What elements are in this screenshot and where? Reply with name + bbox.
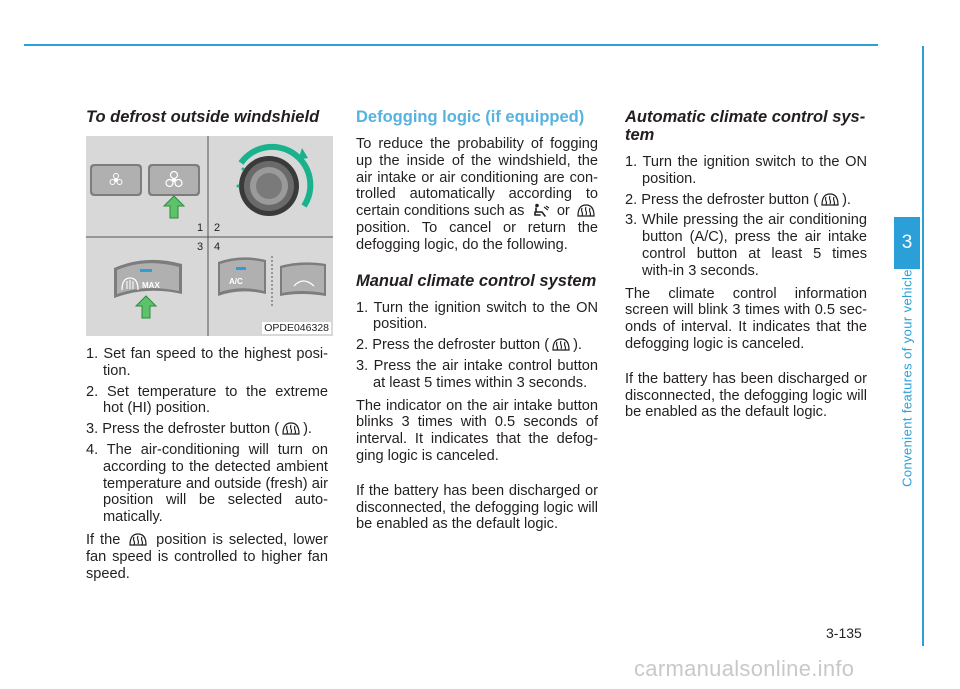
defrost-steps: [86, 346, 328, 526]
defrost-step-3: 3. Press the defroster button ( ).: [86, 421, 312, 438]
ac-button: [218, 257, 266, 296]
defogging-intro: To reduce the probability of fogging up the inside of the windshield, the air intake or air conditioning are con-trolled automatically according to certain conditions such as or position. To cancel or return the defogging logic, do the following.: [356, 136, 598, 253]
automatic-step-1: 1. Turn the ignition switch to the ON position.: [625, 154, 867, 187]
chapter-title: Convenient features of your vehicle: [899, 269, 915, 487]
defrost-step-4: 4. The air-conditioning will turn on according to the detected ambient temperature and outside (fresh) air position will be selected auto-matically.: [86, 441, 328, 526]
automatic-climate-heading: Automatic climate control sys-tem: [625, 108, 866, 144]
climate-control-figure: [86, 136, 333, 336]
figure-label-1: 1: [197, 222, 204, 234]
defrost-note: If the position is selected, lower fan speed is controlled to higher fan speed.: [86, 531, 329, 582]
watermark: carmanualsonline.info: [634, 656, 855, 681]
chapter-tab: 3: [894, 217, 920, 269]
figure-label-3: 3: [197, 241, 204, 253]
manual-step-2: 2. Press the defroster button ( ).: [356, 337, 582, 354]
defog-footwell-icon: [531, 203, 551, 218]
max-label: MAX: [142, 281, 160, 290]
defrost-front-icon: [128, 532, 148, 547]
figure-code: OPDE046328: [264, 322, 329, 334]
figure-label-4: 4: [214, 241, 221, 253]
defrost-front-icon: [551, 337, 571, 352]
manual-step-3: 3. Press the air intake control button at least 5 times within 3 seconds.: [356, 357, 598, 391]
figure-label-2: 2: [214, 222, 221, 234]
column-defogging-logic: [356, 108, 598, 539]
automatic-steps: [625, 154, 867, 280]
automatic-para-1: The climate control information screen will blink 3 times with 0.5 sec-onds of interval. It indicates that the defogging logic is canceled.: [625, 285, 867, 352]
climate-buttons-illustration: [86, 136, 333, 336]
page-number: 3-135: [826, 625, 862, 641]
defogging-logic-heading: Defogging logic (if equipped): [356, 108, 585, 126]
top-rule: [24, 44, 878, 46]
column-defrost: [86, 108, 328, 588]
defrost-front-icon: [281, 421, 301, 436]
defrost-front-icon: [820, 192, 840, 207]
manual-step-1: 1. Turn the ignition switch to the ON position.: [356, 299, 598, 333]
manual-para-1: The indicator on the air intake button blinks 3 times with 0.5 seconds of interval. It indicates that the defog-ging logic is canceled.: [356, 397, 598, 464]
automatic-para-2: If the battery has been discharged or disconnected, the defogging logic will be enabled as the default logic.: [625, 370, 867, 421]
manual-climate-heading: Manual climate control system: [356, 271, 597, 290]
column-automatic-climate: [625, 108, 867, 427]
defrost-heading: To defrost outside windshield: [86, 108, 320, 126]
side-rule: [922, 46, 924, 646]
automatic-step-2: 2. Press the defroster button ( ).: [625, 191, 851, 208]
windshield-mode-button: [280, 262, 326, 296]
manual-steps: [356, 300, 598, 392]
automatic-step-3: 3. While pressing the air conditioning button (A/C), press the air intake control button at least 5 times with-in 3 seconds.: [625, 212, 867, 279]
defrost-step-1: 1. Set fan speed to the highest posi-tion.: [86, 346, 328, 379]
manual-para-2: If the battery has been discharged or disconnected, the defogging logic will be enabled as the default logic.: [356, 482, 598, 533]
defrost-step-2: 2. Set temperature to the extreme hot (HI) position.: [86, 383, 328, 417]
ac-label: A/C: [229, 277, 243, 286]
defrost-front-icon: [576, 203, 596, 218]
